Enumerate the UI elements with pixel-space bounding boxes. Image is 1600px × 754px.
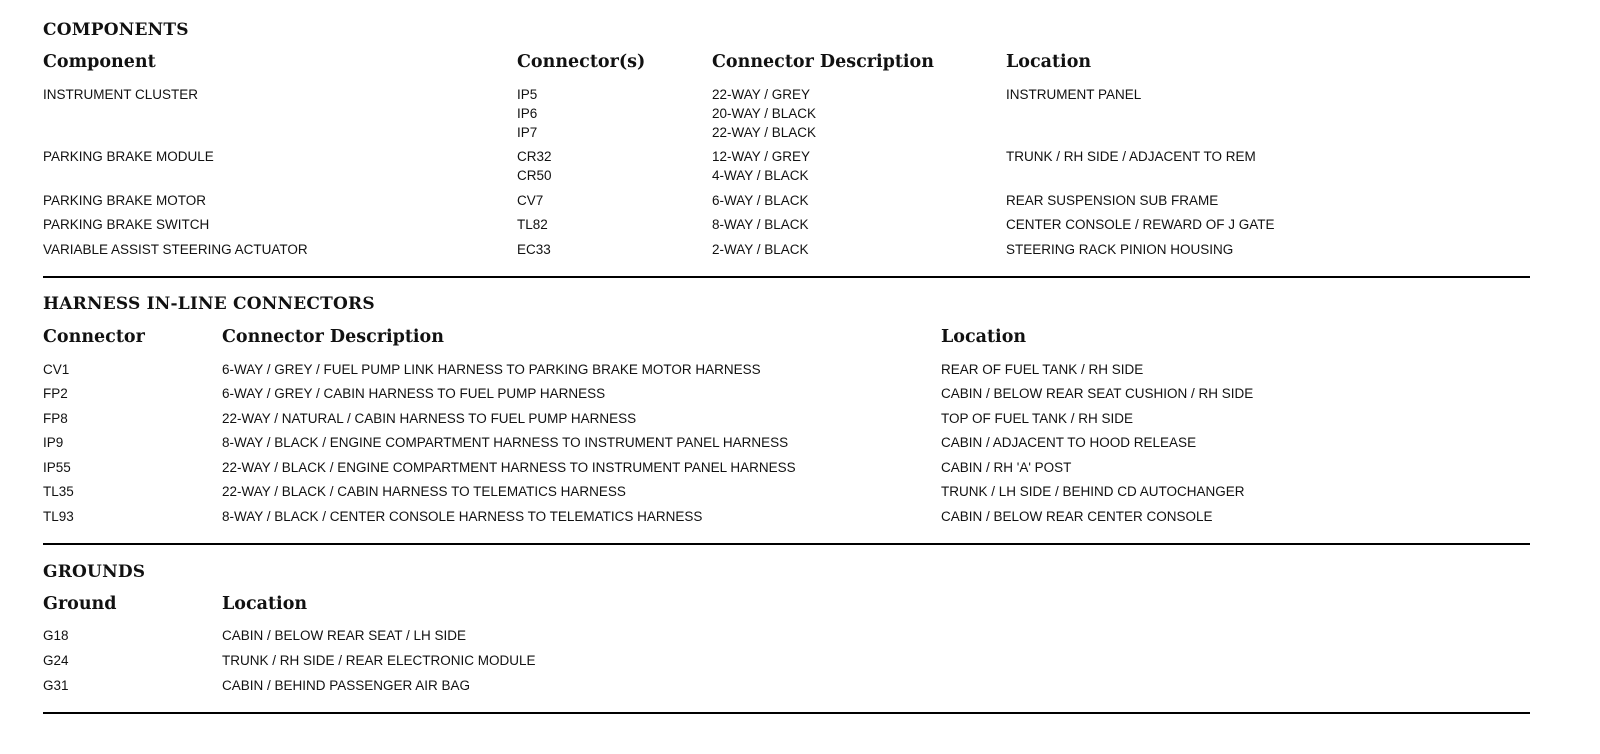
header-connector-description: Connector Description [222, 327, 444, 347]
ground-id: G31 [43, 678, 69, 693]
ground-location: TRUNK / RH SIDE / REAR ELECTRONIC MODULE [222, 653, 536, 668]
connector-id: TL82 [517, 217, 548, 232]
harness-connector-id: FP8 [43, 411, 68, 426]
harness-connector-location: REAR OF FUEL TANK / RH SIDE [941, 362, 1144, 377]
ground-id: G18 [43, 628, 69, 643]
header-component: Component [43, 52, 156, 72]
header-location: Location [1006, 52, 1092, 72]
component-name: VARIABLE ASSIST STEERING ACTUATOR [43, 242, 308, 257]
harness-connector-location: CABIN / ADJACENT TO HOOD RELEASE [941, 435, 1197, 450]
component-name: PARKING BRAKE SWITCH [43, 217, 210, 232]
connector-description: 22-WAY / GREY [712, 87, 811, 102]
connector-id: CR50 [517, 168, 552, 183]
harness-connector-location: CABIN / BELOW REAR CENTER CONSOLE [941, 509, 1213, 524]
harness-connector-id: TL35 [43, 484, 74, 499]
connector-description: 8-WAY / BLACK [712, 217, 809, 232]
harness-connector-description: 8-WAY / BLACK / ENGINE COMPARTMENT HARNESS TO INSTRUMENT PANEL HARNESS [222, 435, 789, 450]
section-divider [43, 543, 1530, 545]
component-location: INSTRUMENT PANEL [1006, 87, 1142, 102]
header-location: Location [222, 594, 308, 614]
ground-location: CABIN / BEHIND PASSENGER AIR BAG [222, 678, 471, 693]
harness-connector-location: CABIN / RH 'A' POST [941, 460, 1072, 475]
component-location: REAR SUSPENSION SUB FRAME [1006, 193, 1219, 208]
component-location: TRUNK / RH SIDE / ADJACENT TO REM [1006, 149, 1256, 164]
harness-connector-description: 6-WAY / GREY / FUEL PUMP LINK HARNESS TO PARKING BRAKE MOTOR HARNESS [222, 362, 761, 377]
components-title: COMPONENTS [43, 20, 189, 40]
connector-id: IP6 [517, 106, 538, 121]
harness-connector-location: TOP OF FUEL TANK / RH SIDE [941, 411, 1134, 426]
harness-connector-description: 22-WAY / BLACK / ENGINE COMPARTMENT HARNESS TO INSTRUMENT PANEL HARNESS [222, 460, 796, 475]
section-divider [43, 712, 1530, 714]
connector-description: 12-WAY / GREY [712, 149, 811, 164]
header-location: Location [941, 327, 1027, 347]
connector-id: IP7 [517, 125, 538, 140]
harness-title: HARNESS IN-LINE CONNECTORS [43, 294, 375, 314]
harness-connector-description: 8-WAY / BLACK / CENTER CONSOLE HARNESS TO TELEMATICS HARNESS [222, 509, 703, 524]
component-location: CENTER CONSOLE / REWARD OF J GATE [1006, 217, 1275, 232]
harness-connector-id: CV1 [43, 362, 70, 377]
section-divider [43, 276, 1530, 278]
connector-description: 6-WAY / BLACK [712, 193, 809, 208]
component-name: INSTRUMENT CLUSTER [43, 87, 199, 102]
harness-connector-id: TL93 [43, 509, 74, 524]
header-connector-description: Connector Description [712, 52, 934, 72]
component-name: PARKING BRAKE MODULE [43, 149, 214, 164]
connector-description: 20-WAY / BLACK [712, 106, 817, 121]
harness-connector-description: 6-WAY / GREY / CABIN HARNESS TO FUEL PUMP HARNESS [222, 386, 606, 401]
ground-location: CABIN / BELOW REAR SEAT / LH SIDE [222, 628, 467, 643]
harness-connector-description: 22-WAY / NATURAL / CABIN HARNESS TO FUEL PUMP HARNESS [222, 411, 637, 426]
header-connectors: Connector(s) [517, 52, 646, 72]
ground-id: G24 [43, 653, 69, 668]
connector-id: CR32 [517, 149, 552, 164]
component-name: PARKING BRAKE MOTOR [43, 193, 207, 208]
connector-id: IP5 [517, 87, 538, 102]
harness-connector-location: CABIN / BELOW REAR SEAT CUSHION / RH SIDE [941, 386, 1254, 401]
harness-connector-id: IP9 [43, 435, 64, 450]
grounds-title: GROUNDS [43, 562, 146, 582]
harness-connector-id: FP2 [43, 386, 68, 401]
harness-connector-id: IP55 [43, 460, 71, 475]
harness-connector-location: TRUNK / LH SIDE / BEHIND CD AUTOCHANGER [941, 484, 1245, 499]
header-ground: Ground [43, 594, 117, 614]
connector-description: 4-WAY / BLACK [712, 168, 809, 183]
connector-description: 2-WAY / BLACK [712, 242, 809, 257]
header-connector: Connector [43, 327, 145, 347]
harness-connector-description: 22-WAY / BLACK / CABIN HARNESS TO TELEMATICS HARNESS [222, 484, 626, 499]
connector-id: CV7 [517, 193, 544, 208]
component-location: STEERING RACK PINION HOUSING [1006, 242, 1234, 257]
connector-description: 22-WAY / BLACK [712, 125, 817, 140]
connector-id: EC33 [517, 242, 551, 257]
